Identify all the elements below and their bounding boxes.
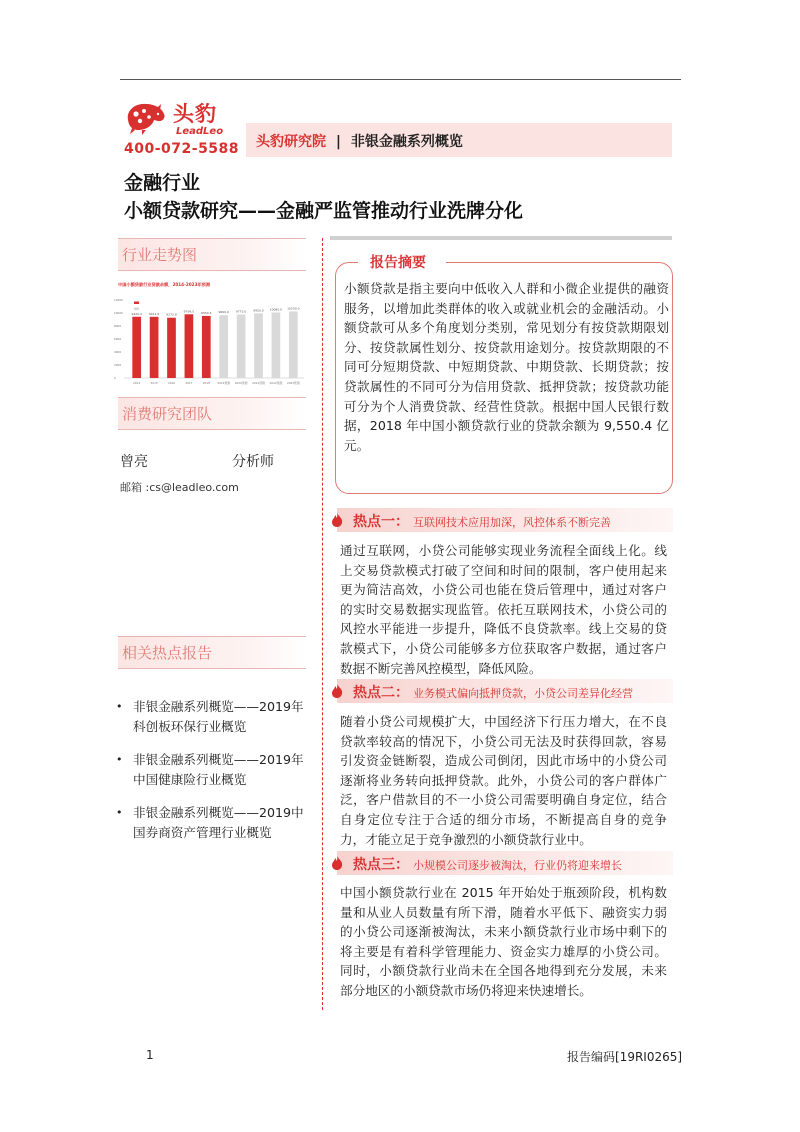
- hotspot-title: 热点二：: [353, 685, 409, 701]
- chart-bar: [237, 314, 246, 378]
- flame-icon: [329, 855, 345, 871]
- chart-data-label: 9775.0: [235, 309, 247, 314]
- page-number: 1: [146, 1048, 154, 1062]
- page-category-title: 金融行业: [124, 172, 201, 194]
- chart-x-tick-label: 2023预测: [286, 381, 300, 385]
- banner-separator: |: [335, 134, 341, 150]
- chart-data-label: 10250.0: [287, 306, 300, 311]
- team-section-rule: [118, 429, 306, 430]
- related-report-item[interactable]: • 非银金融系列概览——2019年中国健康险行业概览: [116, 750, 316, 790]
- header-banner: [246, 123, 672, 157]
- column-divider: [322, 238, 323, 1010]
- chart-x-tick-label: 2017: [185, 381, 193, 385]
- chart-bar: [289, 311, 298, 378]
- chart-legend-swatch: [134, 308, 139, 311]
- chart-bar: [132, 317, 141, 378]
- chart-data-label: 9272.8: [166, 312, 177, 317]
- logo-en-text: LeadLeo: [176, 126, 224, 137]
- hotspot-subtitle: 互联网技术应用加深，风控体系不断完善: [413, 516, 611, 529]
- chart-data-label: 9420.4: [131, 311, 142, 316]
- chart-legend-swatch: [134, 302, 139, 305]
- trend-section-rule: [118, 270, 306, 271]
- logo: [124, 98, 234, 142]
- related-report-list: [116, 697, 316, 856]
- chart-x-tick-label: 2021预测: [252, 381, 265, 385]
- analyst-email[interactable]: 邮箱 :cs@leadleo.com: [120, 481, 239, 494]
- chart-y-tick-label: 4000: [114, 350, 122, 354]
- hotspot-subtitle: 业务模式偏向抵押贷款，小贷公司差异化经营: [413, 687, 633, 700]
- chart-y-tick-label: 2000: [114, 363, 122, 367]
- related-report-item[interactable]: • 非银金融系列概览——2019年科创板环保行业概览: [116, 697, 316, 737]
- related-section-header: [118, 636, 306, 668]
- chart-data-label: 9660.0: [218, 310, 229, 315]
- trend-section-header: [118, 238, 306, 270]
- chart-bar: [150, 317, 159, 378]
- hotspot-header-1: [329, 508, 673, 532]
- hotspot-header-2: [329, 679, 673, 703]
- hotspot-title: 热点三：: [353, 857, 409, 873]
- trend-chart: [112, 278, 308, 390]
- hotspot-text-1: 通过互联网，小贷公司能够实现业务流程全面线上化。线上交易贷款模式打破了空间和时间的限制，客户使用起来更为简洁高效，小贷公司也能在贷后管理中，通过对客户的实时交易数据实现监管。依托互联网技术，小贷公司的风控水平能进一步提升，降低不良贷款率。线上交易的贷款模式下，小贷公司能够多方位获取客户数据，通过客户数据不断完善风控模型，降低风险。: [340, 543, 667, 676]
- chart-bar: [219, 315, 228, 378]
- phone-number: 400-072-5588: [124, 141, 240, 157]
- flame-icon: [329, 512, 345, 528]
- page-title: 小额贷款研究——金融严监管推动行业洗牌分化: [124, 200, 524, 222]
- report-code: 报告编码[19RI0265]: [567, 1050, 683, 1064]
- chart-data-label: 10080.0: [269, 307, 283, 312]
- logo-cn-text: 头豹: [173, 102, 217, 126]
- banner-text: [256, 131, 463, 151]
- related-section-rule: [118, 668, 306, 669]
- team-section-header: [118, 397, 306, 429]
- right-column-top-band: [330, 236, 672, 240]
- chart-x-tick-label: 2014: [133, 381, 141, 385]
- summary-heading: 报告摘要: [370, 255, 426, 271]
- chart-bar: [167, 318, 176, 378]
- hotspot-label: [353, 511, 611, 531]
- chart-x-tick-label: 2018: [202, 381, 210, 385]
- chart-y-tick-label: 0: [114, 376, 116, 380]
- hotspot-title: 热点一：: [353, 514, 409, 530]
- chart-y-tick-label: 10000: [114, 311, 123, 315]
- chart-bar: [202, 316, 211, 378]
- hotspot-text-3: 中国小额贷款行业在 2015 年开始处于瓶颈阶段，机构数量和从业人员数量有所下滑，随着水平低下、融资实力弱的小贷公司逐渐被淘汰，未来小额贷款行业市场中剩下的将主要是有着科学管理能力、资金实力雄厚的小贷公司。同时，小额贷款行业尚未在全国各地得到充分发展，未来部分地区的小额贷款市场仍将迎来快速增长。: [340, 885, 667, 998]
- team-heading: 消费研究团队: [122, 405, 213, 423]
- hotspot-header-3: [329, 851, 673, 875]
- summary-tab: [358, 250, 446, 274]
- hotspot-label: [353, 682, 633, 702]
- summary-box: [335, 262, 673, 494]
- chart-data-label: 9950.0: [253, 308, 264, 313]
- chart-bar: [272, 312, 281, 378]
- chart-data-label: 9411.5: [148, 311, 160, 316]
- chart-data-label: 9550.4: [201, 310, 212, 315]
- chart-data-label: 9799.5: [183, 309, 195, 314]
- hotspot-label: [353, 854, 622, 874]
- related-report-item[interactable]: • 非银金融系列概览——2019中国券商资产管理行业概览: [116, 803, 316, 843]
- chart-y-tick-label: 8000: [114, 324, 122, 328]
- chart-y-tick-label: 12000: [114, 298, 123, 302]
- hotspot-text-2: 随着小贷公司规模扩大，中国经济下行压力增大，在不良贷款率较高的情况下，小贷公司无法及时获得回款，容易引发资金链断裂，造成公司倒闭，因此市场中的小贷公司逐渐将业务转向抵押贷款。此外，小贷公司的客户群体广泛，客户借款目的不一小贷公司需要明确自身定位，结合自身定位专注于合适的细分市场，不断提高自身的竞争力，才能立足于竞争激烈的小额贷款行业中。: [340, 714, 667, 847]
- top-rule: [120, 79, 681, 80]
- chart-bar: [254, 313, 263, 378]
- analyst-role: 分析师: [232, 454, 274, 470]
- chart-bar: [185, 314, 194, 378]
- chart-x-tick-label: 2020预测: [234, 381, 248, 385]
- summary-text: 小额贷款是指主要向中低收入人群和小微企业提供的融资服务，以增加此类群体的收入或就业机会的金融活动。小额贷款可从多个角度划分类别，常见划分有按贷款期限划分、按贷款属性划分、按贷款用途划分。按贷款期限的不同可分短期贷款、中短期贷款、中期贷款、长期贷款；按贷款属性的不同可分为信用贷款、抵押贷款；按贷款功能可分为个人消费贷款、经营性贷款。根据中国人民银行数据，2018 年中国小额贷款行业的贷款余额为 9,550.4 亿元。: [344, 281, 669, 453]
- trend-heading: 行业走势图: [122, 246, 198, 264]
- chart-x-tick-label: 2022预测: [269, 381, 283, 385]
- chart-x-tick-label: 2016: [167, 381, 176, 385]
- chart-x-tick-label: 2019预测: [217, 381, 231, 385]
- flame-icon: [329, 683, 345, 699]
- banner-series: 非银金融系列概览: [350, 134, 463, 150]
- chart-x-tick-label: 2015: [150, 381, 158, 385]
- hotspot-subtitle: 小规模公司逐步被淘汰，行业仍将迎来增长: [413, 859, 622, 872]
- related-heading: 相关热点报告: [122, 644, 213, 662]
- chart-y-tick-label: 6000: [114, 337, 122, 341]
- analyst-name: 曾亮: [120, 454, 148, 470]
- leopard-logo-icon: [124, 100, 168, 136]
- banner-org: 头豹研究院: [256, 134, 326, 150]
- chart-title: 中国小额贷款行业贷款余额，2014-2023年预测: [118, 282, 211, 287]
